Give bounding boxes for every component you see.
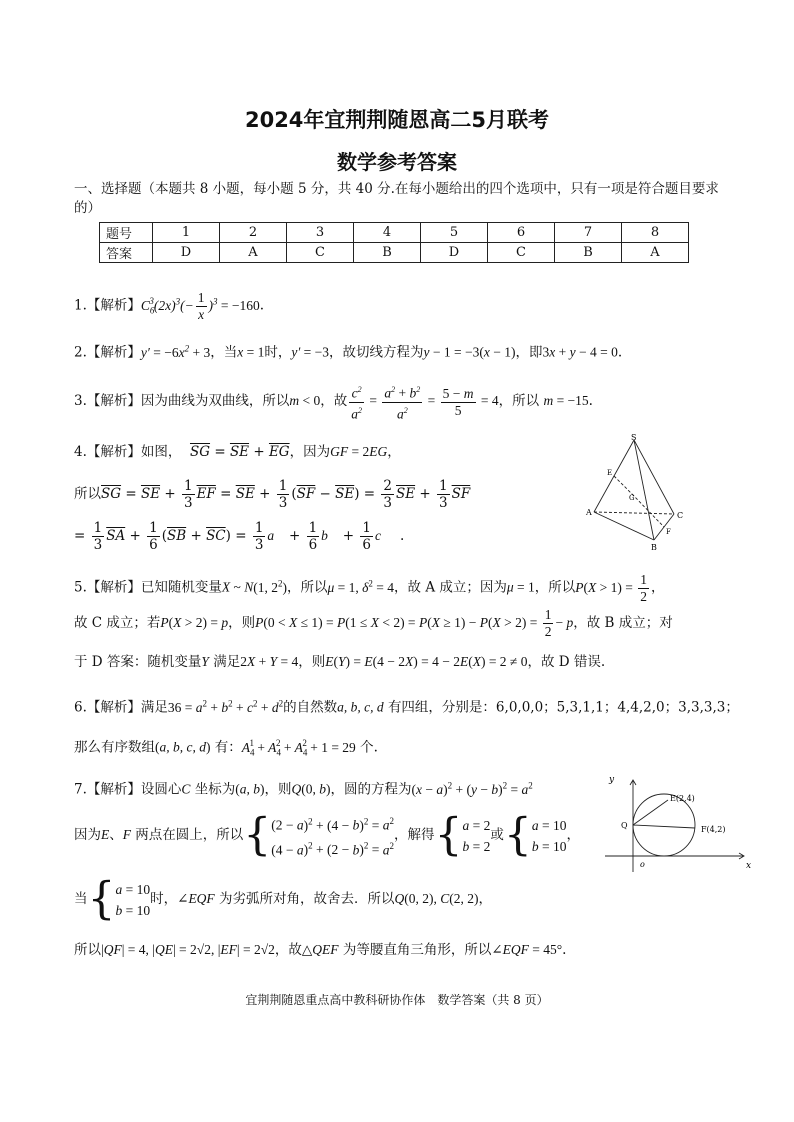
circle-figure [600, 772, 752, 876]
page-footer: 宜荆荆随恩重点高中教科研协作体 数学答案（共 8 页） [245, 993, 549, 1007]
axis-label-x: x [746, 861, 752, 871]
table-cell: D [153, 243, 220, 263]
edge-SC [634, 440, 674, 514]
solution-4-line2: 所以$\overline{SG} = \overline{SE}$ + $\frac{1}{3}$ $\overline{EF} = \overline{SE}$ + $\frac{1}{3}$ $(\overline{SF} - \overline{SE})$ = $\frac{2}{3}$ $\overline{SE}$ + $\frac{1}{3}$ $\overline{SF}$ [74, 478, 471, 511]
table-cell: D [421, 243, 488, 263]
vertex-label-A: A [586, 508, 592, 517]
table-row [100, 223, 689, 243]
edge-SB [634, 440, 654, 540]
solution-label: 1.【解析】 [74, 297, 141, 314]
solution-label: 3.【解析】 [74, 393, 141, 410]
solution-1: 1.【解析】$C_6^3(2x)^3(-$ $\frac{1}{x}$ )$^3$ = −160. [74, 289, 265, 322]
solution-2: 2.【解析】$y' = -6x^2 + 3$，当x = 1时，y′ = −3，故切线方程为y − 1 = −3(x − 1)，即3x + y − 4 = 0. [74, 343, 623, 361]
table-cell: 3 [287, 223, 354, 243]
segment-EG [614, 476, 632, 494]
edge-AC [594, 512, 674, 514]
point-label-E: E [607, 469, 613, 477]
table-row-label: 题号 [100, 223, 153, 243]
vertex-label-S: S [631, 433, 637, 442]
table-cell: 7 [555, 223, 622, 243]
table-row [100, 243, 689, 263]
page-subtitle: 数学参考答案 [337, 150, 457, 174]
point-label-E: E(2,4) [670, 794, 695, 803]
solution-5-line1: 5.【解析】已知随机变量X ~ N(1, $2^2$)，所以μ = 1, $\delta^2 = 4$，故 A 成立；因为μ = 1，所以P(X > 1) = $\frac{1}{2}$ ， [74, 571, 665, 604]
formula: $C_6^3(2x)^3(-$ $\frac{1}{x}$ )$^3$ = −160 [140, 289, 260, 322]
edge-AB [594, 512, 654, 540]
table-cell: A [220, 243, 287, 263]
table-cell: 1 [153, 223, 220, 243]
answer-table [99, 222, 689, 263]
point-label-G: G [629, 494, 635, 502]
solution-5-line3: 于 D 答案：随机变量Y 满足2X + Y = 4，则E(Y) = E(4 − 2X) = 4 − 2E(X) = 2 ≠ 0，故 D 错误. [74, 654, 606, 670]
table-cell: 5 [421, 223, 488, 243]
point-label-F: F [666, 528, 671, 536]
section-intro-line1: 一、选择题（本题共 8 小题，每小题 5 分，共 40 分.在每小题给出的四个选项中，只有一项是符合题目要求 [74, 181, 719, 197]
section-intro-line2: 的） [74, 200, 101, 216]
point-label-Q: Q [621, 821, 628, 830]
solution-4-line3: = $\frac{1}{3}$ $\overline{SA}$ + $\frac{1}{6}$ $(\overline{SB} + \overline{SC})$ = $\frac{1}{3}$ a⃗ + $\frac{1}{6}$ b⃗ + $\frac{1}{6}$ c⃗ . [74, 520, 405, 553]
solution-7-line2: 因为E、F 两点在圆上，所以{$(2 - a)^2 + (4 - b)^2 = a^2$ $(4 - a)^2 + (2 - b)^2 = a^2$，解得{a = 2 b = 2或{a = 10 b = 10， [74, 809, 581, 861]
solution-label: 2.【解析】 [74, 344, 141, 361]
point-label-F: F(4,2) [701, 825, 726, 834]
solution-6-line1: 6.【解析】满足$36 = a^2 + b^2 + c^2 + d^2$的自然数a, b, c, d 有四组，分别是：6,0,0,0；5,3,1,1；4,4,2,0；3,3,3,3； [74, 698, 739, 716]
table-cell: 4 [354, 223, 421, 243]
table-cell: A [622, 243, 689, 263]
tetrahedron-figure [582, 432, 698, 554]
table-cell: C [488, 243, 555, 263]
solution-4-line1: 4.【解析】如图， $\overline{SG} = \overline{SE} + \overline{EG}$，因为GF = 2EG， [74, 444, 401, 460]
origin-label: o [640, 860, 645, 869]
vertex-label-C: C [677, 511, 684, 520]
edge-SA [594, 440, 634, 512]
solution-7-line1: 7.【解析】设圆心C 坐标为(a, b)，则Q(0, b)，圆的方程为$(x - a)^2 + (y - b)^2 = a^2$ [74, 780, 533, 798]
solution-label: 4.【解析】 [74, 444, 141, 460]
solution-7-line3: 当{a = 10 b = 10时，∠EQF 为劣弧所对角，故舍去．所以Q(0, 2), C(2, 2)， [74, 873, 492, 925]
table-cell: 6 [488, 223, 555, 243]
solution-5-line2: 故 C 成立；若P(X > 2) = p，则P(0 < X ≤ 1) = P(1 ≤ X < 2) = P(X ≥ 1) − P(X > 2) = $\frac{1}{2}$ − p，故 B 成立；对 [74, 607, 673, 640]
table-cell: 8 [622, 223, 689, 243]
segment-GF [632, 494, 664, 527]
segment-QE [633, 800, 668, 825]
table-cell: B [555, 243, 622, 263]
axis-label-y: y [609, 775, 615, 785]
solution-label: 6.【解析】 [74, 699, 141, 716]
table-cell: 2 [220, 223, 287, 243]
table-row-label: 答案 [100, 243, 153, 263]
table-cell: C [287, 243, 354, 263]
page-title: 2024年宜荆荆随恩高二5月联考 [244, 108, 550, 132]
table-cell: B [354, 243, 421, 263]
solution-7-line4: 所以|QF| = 4, |QE| = 2√2, |EF| = 2√2，故△QEF 为等腰直角三角形，所以∠EQF = 45°. [74, 942, 567, 958]
vertex-label-B: B [651, 543, 657, 552]
solution-3: 3.【解析】因为曲线为双曲线，所以m < 0，故 $\frac{c^2}{a^2}$ = $\frac{a^2 + b^2}{a^2}$ = $\frac{5 - m}{5}$ = 4，所以 m = −15. [74, 382, 593, 422]
solution-label: 7.【解析】 [74, 781, 141, 798]
segment-QF [633, 825, 695, 828]
solution-6-line2: 那么有序数组(a, b, c, d) 有：$A_4^1 + A_4^2 + A_4^2 + 1 = 29$ 个. [74, 738, 378, 758]
solution-label: 5.【解析】 [74, 579, 141, 596]
